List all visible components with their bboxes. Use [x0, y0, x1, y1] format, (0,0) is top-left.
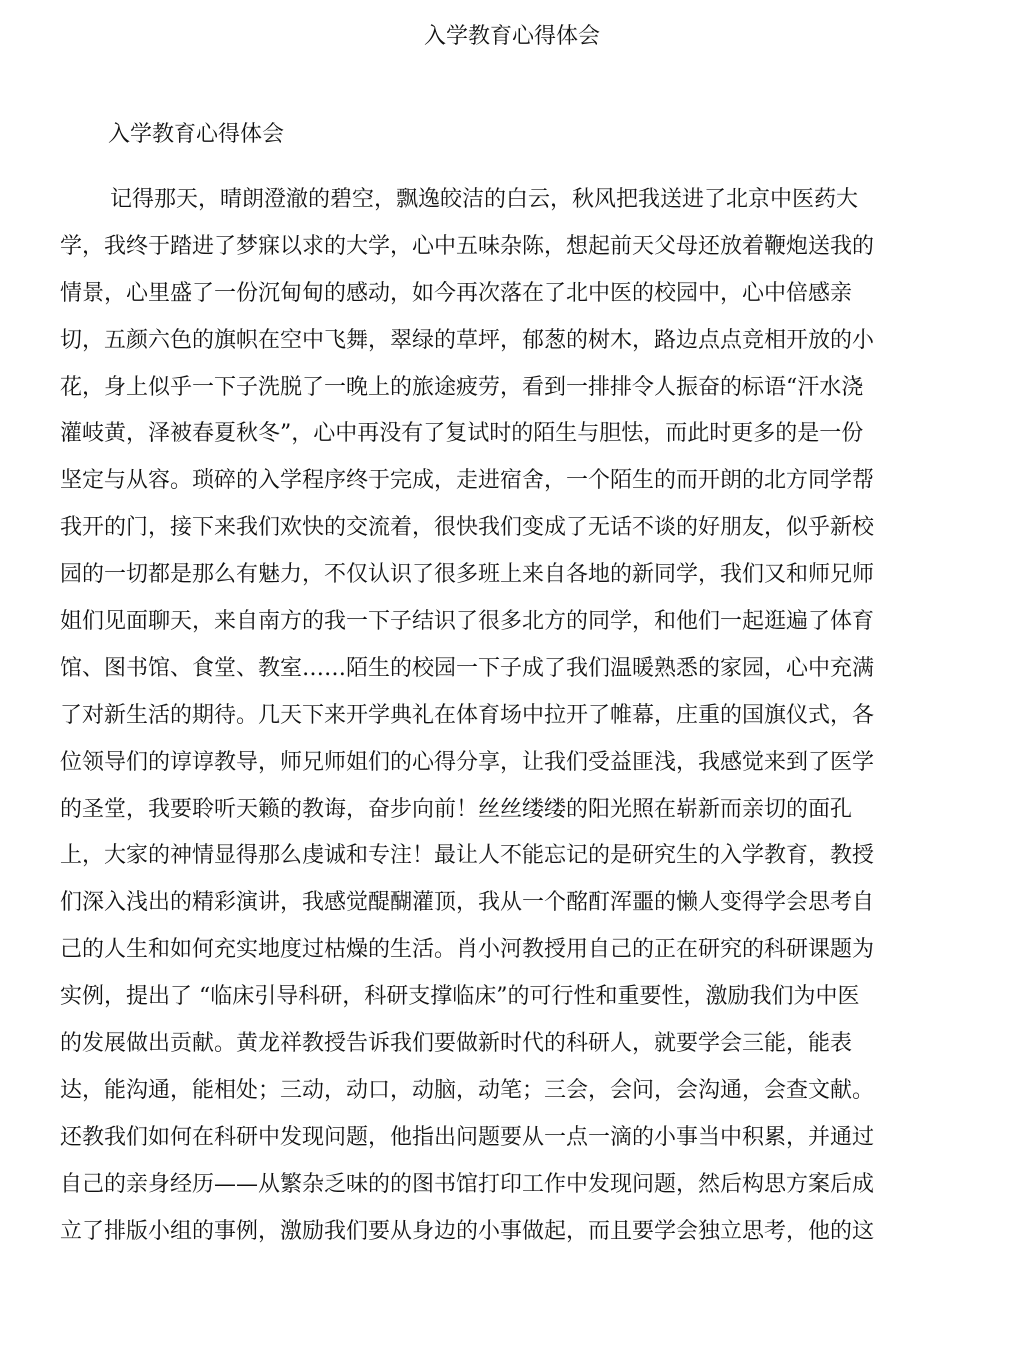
body-line: 学，我终于踏进了梦寐以求的大学，心中五味杂陈，想起前天父母还放着鞭炮送我的 [60, 233, 875, 259]
body-line: 自己的亲身经历——从繁杂乏味的的图书馆打印工作中发现问题，然后构思方案后成 [60, 1171, 875, 1197]
body-line: 馆、图书馆、食堂、教室……陌生的校园一下子成了我们温暖熟悉的家园，心中充满 [60, 655, 875, 681]
body-line: 实例，提出了 “临床引导科研，科研支撑临床”的可行性和重要性，激励我们为中医 [60, 984, 860, 1010]
body-line: 的发展做出贡献。黄龙祥教授告诉我们要做新时代的科研人，就要学会三能，能表 [60, 1031, 853, 1057]
document-title: 入学教育心得体会 [108, 122, 285, 147]
body-line: 花，身上似乎一下子洗脱了一晚上的旅途疲劳，看到一排排令人振奋的标语“汗水浇 [60, 374, 864, 400]
body-line: 记得那天，晴朗澄澈的碧空，飘逸皎洁的白云，秋风把我送进了北京中医药大 [110, 187, 859, 212]
body-line: 园的一切都是那么有魅力，不仅认识了很多班上来自各地的新同学，我们又和师兄师 [60, 562, 875, 588]
page-header: 入学教育心得体会 [423, 24, 600, 49]
body-line: 上，大家的神情显得那么虔诚和专注！最让人不能忘记的是研究生的入学教育，教授 [60, 843, 875, 869]
body-line: 情景，心里盛了一份沉甸甸的感动，如今再次落在了北中医的校园中，心中倍感亲 [60, 280, 853, 306]
document-body [60, 183, 940, 1261]
body-line: 灌岐黄，泽被春夏秋冬”，心中再没有了复试时的陌生与胆怯，而此时更多的是一份 [60, 421, 864, 447]
body-line: 坚定与从容。琐碎的入学程序终于完成，走进宿舍，一个陌生的而开朗的北方同学帮 [60, 468, 875, 494]
body-line: 立了排版小组的事例，激励我们要从身边的小事做起，而且要学会独立思考，他的这 [60, 1218, 875, 1244]
body-line: 姐们见面聊天，来自南方的我一下子结识了很多北方的同学，和他们一起逛遍了体育 [60, 609, 875, 635]
body-line: 我开的门，接下来我们欢快的交流着，很快我们变成了无话不谈的好朋友，似乎新校 [60, 515, 875, 541]
body-line: 达，能沟通，能相处；三动，动口，动脑，动笔；三会，会问，会沟通，会查文献。 [60, 1077, 875, 1103]
body-line: 们深入浅出的精彩演讲，我感觉醍醐灌顶，我从一个酩酊浑噩的懒人变得学会思考自 [60, 890, 875, 916]
body-line: 了对新生活的期待。几天下来开学典礼在体育场中拉开了帷幕，庄重的国旗仪式，各 [60, 702, 875, 728]
body-line: 还教我们如何在科研中发现问题，他指出问题要从一点一滴的小事当中积累，并通过 [60, 1124, 875, 1150]
body-line: 位领导们的谆谆教导，师兄师姐们的心得分享，让我们受益匪浅，我感觉来到了医学 [60, 749, 875, 775]
body-line: 切，五颜六色的旗帜在空中飞舞，翠绿的草坪，郁葱的树木，路边点点竞相开放的小 [60, 327, 875, 353]
body-line: 己的人生和如何充实地度过枯燥的生活。肖小河教授用自己的正在研究的科研课题为 [60, 937, 875, 963]
body-line: 的圣堂，我要聆听天籁的教诲，奋步向前！丝丝缕缕的阳光照在崭新而亲切的面孔 [60, 796, 853, 822]
